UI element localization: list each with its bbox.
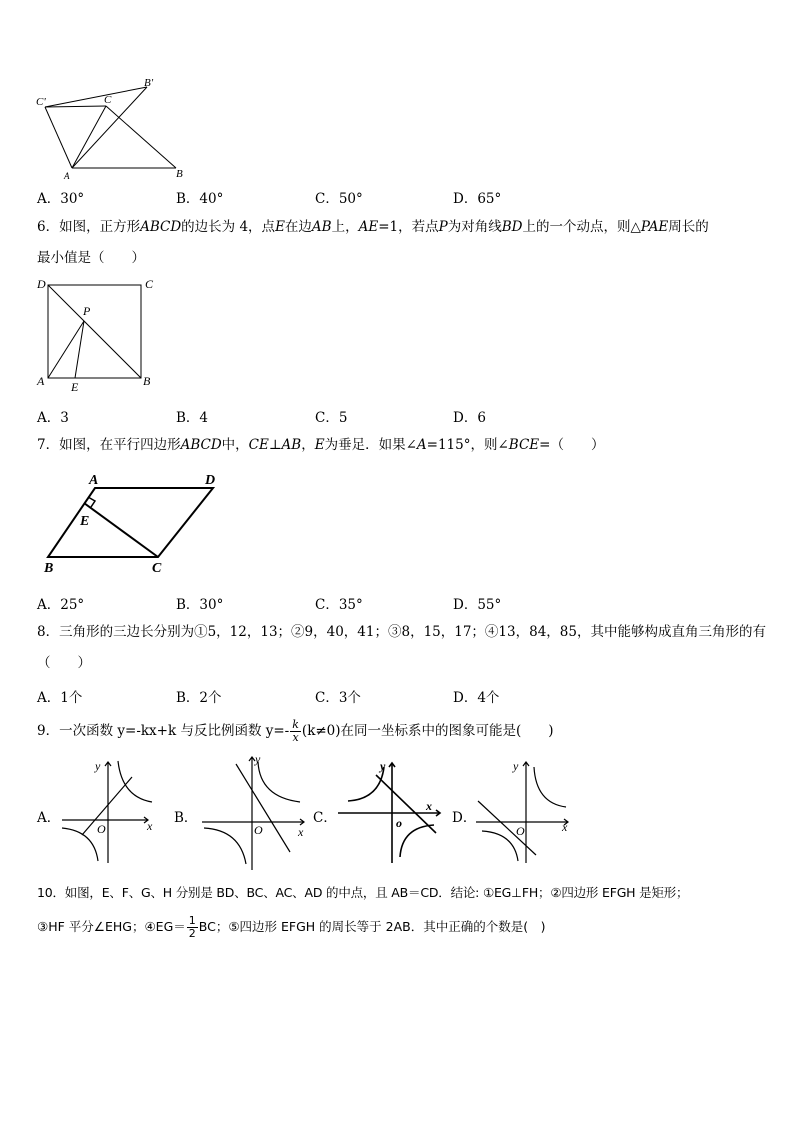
- q9-a-label-y: y: [95, 759, 101, 773]
- q6-label-b: B: [143, 374, 151, 388]
- q9-c-label-y: y: [380, 759, 386, 773]
- q5-segment-c1c: [45, 106, 106, 107]
- q5-option-c: C．50°: [315, 191, 363, 207]
- q6-option-a: A．3: [37, 410, 69, 426]
- q9-option-a-label: A．: [37, 810, 61, 826]
- q6-option-d: D．6: [453, 410, 486, 426]
- q9-d-label-y: y: [513, 759, 519, 773]
- q9-b-label-o: O: [254, 823, 263, 837]
- q5-option-d: D．65°: [453, 191, 502, 207]
- q10-fraction: $\frac{1}{2}$: [188, 914, 196, 940]
- q5-option-b: B．40°: [176, 191, 224, 207]
- q9-graph-a: [60, 757, 160, 867]
- q8-option-a: A．1个: [37, 690, 83, 706]
- q9-d-hyperbola-upper: [534, 767, 566, 807]
- q9-b-label-y: y: [255, 752, 261, 766]
- q6-option-c: C．5: [315, 410, 348, 426]
- q5-figure: [30, 75, 190, 180]
- q6-diagonal-db: [48, 285, 141, 378]
- q5-label-c: C: [104, 94, 112, 106]
- q6-label-p: P: [83, 304, 91, 318]
- q6-label-c: C: [145, 277, 154, 291]
- q7-label-d: D: [205, 473, 216, 488]
- q7-label-c: C: [152, 561, 162, 576]
- q7-label-e: E: [80, 514, 90, 529]
- q7-stem: 7．如图，在平行四边形ABCD中，CE⊥AB，E为垂足．如果∠A=115°，则∠BCE=（ ）: [37, 437, 605, 453]
- q9-d-line: [478, 801, 536, 855]
- q9-a-line: [82, 777, 132, 835]
- q9-a-label-o: O: [97, 822, 106, 836]
- q6-stem-line2: 最小值是（ ）: [37, 250, 145, 266]
- q9-graph-b: [198, 752, 308, 872]
- q5-label-a: A: [64, 171, 70, 181]
- q6-label-a: A: [37, 374, 45, 388]
- q5-option-a: A．30°: [37, 191, 85, 207]
- q6-stem-line1: 6．如图，正方形ABCD的边长为 4，点E在边AB上，AE=1，若点P为对角线BD上的一个动点，则△PAE周长的: [37, 219, 709, 235]
- q7-option-c: C．35°: [315, 597, 363, 613]
- q8-option-b: B．2个: [176, 690, 222, 706]
- q9-b-label-x: x: [298, 825, 304, 839]
- q6-segment-ep: [75, 321, 84, 378]
- q7-option-a: A．25°: [37, 597, 85, 613]
- q8-option-c: C．3个: [315, 690, 361, 706]
- q9-d-label-x: x: [562, 820, 568, 834]
- q10-stem-line2: ③HF 平分∠EHG；④EG＝ $\frac{1}{2}$ BC；⑤四边形 EFGH 的周长等于 2AB．其中正确的个数是( ): [37, 914, 546, 940]
- q7-parallelogram: [48, 488, 213, 557]
- q9-graph-c: [336, 757, 446, 867]
- q6-figure: [35, 277, 160, 395]
- q9-option-d-label: D．: [452, 810, 477, 826]
- q6-label-e: E: [71, 380, 79, 394]
- q5-label-b: B: [176, 168, 183, 180]
- q9-option-b-label: B．: [174, 810, 198, 826]
- q5-label-b-prime: B': [144, 77, 154, 89]
- q9-b-hyperbola-upper: [258, 762, 300, 802]
- q9-graph-d: [474, 757, 574, 867]
- q9-d-hyperbola-lower: [482, 831, 518, 861]
- q7-option-d: D．55°: [453, 597, 502, 613]
- q7-label-a: A: [89, 473, 99, 488]
- q9-a-label-x: x: [147, 819, 153, 833]
- q9-c-label-o: o: [396, 816, 402, 830]
- q7-label-b: B: [44, 561, 54, 576]
- q8-stem-line2: （ ）: [37, 655, 91, 671]
- q9-a-hyperbola-lower: [62, 828, 98, 861]
- q8-stem-line1: 8．三角形的三边长分别为①5，12，13；②9，40，41；③8，15，17；④13，84，85，其中能够构成直角三角形的有: [37, 624, 766, 640]
- q6-option-b: B．4: [176, 410, 209, 426]
- q9-c-hyperbola-lower-right: [400, 825, 434, 857]
- q8-option-d: D．4个: [453, 690, 500, 706]
- q5-label-c-prime: C': [36, 96, 46, 108]
- q6-segment-ap: [48, 321, 84, 378]
- q9-d-label-o: O: [516, 824, 525, 838]
- q9-stem: 9．一次函数 y=-kx+k 与反比例函数 y=- $\frac{k}{x}$ (k≠0)在同一坐标系中的图象可能是( ): [37, 718, 554, 744]
- q5-segment-cb: [106, 106, 176, 168]
- q5-segment-c1a: [45, 107, 72, 168]
- q7-option-b: B．30°: [176, 597, 224, 613]
- q9-c-hyperbola-upper-left: [348, 767, 384, 801]
- q9-b-line: [236, 764, 290, 852]
- q10-stem-line1: 10．如图，E、F、G、H 分别是 BD、BC、AC、AD 的中点，且 AB＝CD．结论: ①EG⊥FH；②四边形 EFGH 是矩形；: [37, 885, 689, 900]
- q6-label-d: D: [37, 277, 46, 291]
- q9-a-hyperbola-upper: [118, 761, 152, 802]
- q7-figure: [40, 468, 230, 578]
- q9-c-label-x: x: [426, 799, 432, 813]
- q9-fraction: $\frac{k}{x}$: [292, 718, 299, 744]
- q9-option-c-label: C．: [313, 810, 337, 826]
- q9-b-hyperbola-lower: [204, 828, 246, 864]
- q7-segment-ce: [84, 503, 158, 557]
